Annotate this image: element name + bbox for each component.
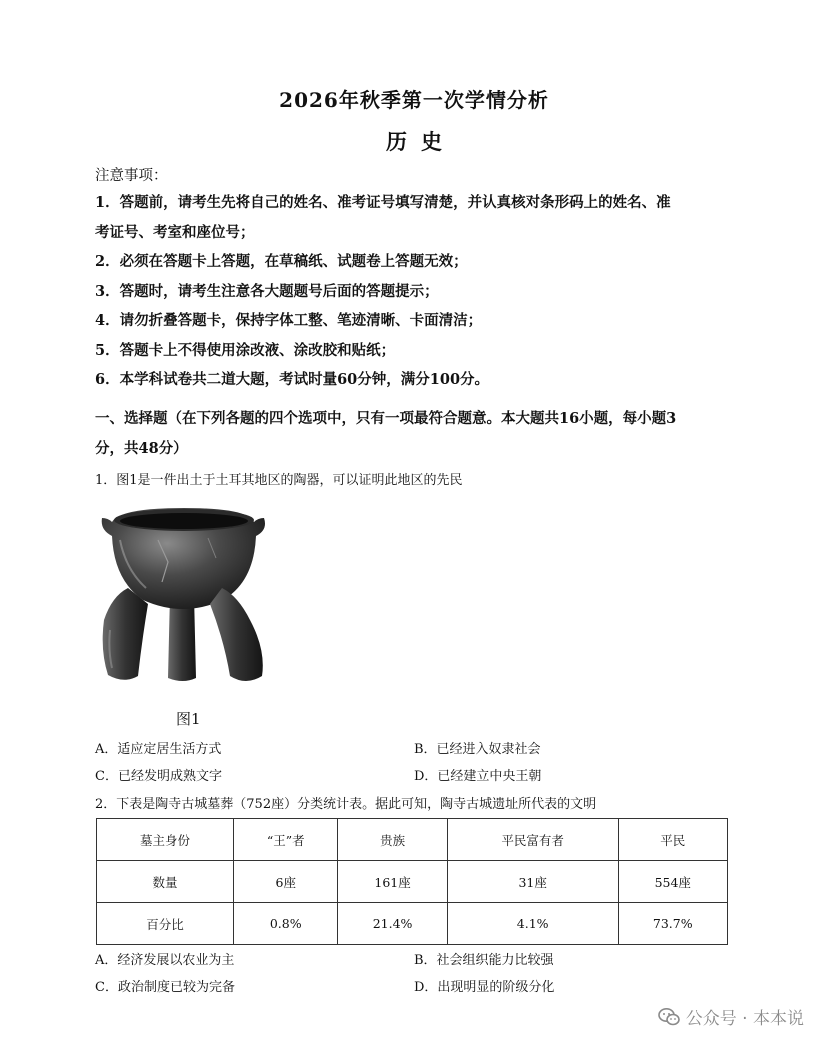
watermark-text: 公众号 · 本本说 [685, 1009, 804, 1029]
pottery-tripod-image [98, 500, 268, 690]
q2-option-b[interactable]: B．社会组织能力比较强 [414, 953, 554, 968]
table-header-cell: 贵族 [338, 819, 447, 861]
notice-item: 3．答题时，请考生注意各大题题号后面的答题提示； [95, 282, 439, 300]
table-cell: 数量 [97, 861, 234, 903]
q1-option-a[interactable]: A．适应定居生活方式 [95, 742, 222, 757]
table-cell: 73.7% [618, 903, 727, 945]
q2-option-c[interactable]: C．政治制度已较为完备 [95, 980, 235, 995]
table-cell: 0.8% [234, 903, 338, 945]
question-1-stem: 1．图1是一件出土于土耳其地区的陶器，可以证明此地区的先民 [95, 473, 463, 488]
notice-item: 2．必须在答题卡上答题，在草稿纸、试题卷上答题无效； [95, 253, 468, 270]
section-heading-line: 分，共48分） [95, 440, 188, 457]
exam-subject: 历史 [386, 129, 456, 154]
notice-item: 1．答题前，请考生先将自己的姓名、准考证号填写清楚，并认真核对条形码上的姓名、准 [95, 194, 671, 211]
table-cell: 31座 [447, 861, 618, 903]
table-cell: 161座 [338, 861, 447, 903]
table-header-row [97, 819, 728, 861]
q1-option-b[interactable]: B．已经进入奴隶社会 [414, 742, 541, 757]
table-header-cell: “王”者 [234, 819, 338, 861]
section-heading-line: 一、选择题（在下列各题的四个选项中，只有一项最符合题意。本大题共16小题，每小题3 [95, 410, 677, 427]
table-row [97, 861, 728, 903]
table-cell: 21.4% [338, 903, 447, 945]
question-2-stem: 2．下表是陶寺古城墓葬（752座）分类统计表。据此可知，陶寺古城遗址所代表的文明 [95, 797, 597, 812]
table-cell: 百分比 [97, 903, 234, 945]
q2-option-a[interactable]: A．经济发展以农业为主 [95, 953, 235, 968]
table-header-cell: 平民富有者 [447, 819, 618, 861]
table-header-cell: 平民 [618, 819, 727, 861]
exam-title: 2026年秋季第一次学情分析 [279, 88, 549, 112]
section-heading [95, 404, 745, 464]
figure-caption: 图1 [176, 710, 201, 728]
notice-heading: 注意事项： [95, 168, 168, 184]
wechat-icon [658, 1007, 680, 1027]
q2-option-d[interactable]: D．出现明显的阶级分化 [414, 980, 555, 995]
watermark [658, 1004, 804, 1029]
q1-option-c[interactable]: C．已经发明成熟文字 [95, 769, 222, 784]
notice-list [95, 188, 745, 395]
table-row [97, 903, 728, 945]
notice-item: 4．请勿折叠答题卡，保持字体工整、笔迹清晰、卡面清洁； [95, 312, 483, 329]
notice-item: 6．本学科试卷共二道大题，考试时量60分钟，满分100分。 [95, 371, 490, 388]
tomb-statistics-table [96, 818, 728, 945]
table-cell: 4.1% [447, 903, 618, 945]
table-cell: 554座 [618, 861, 727, 903]
table-cell: 6座 [234, 861, 338, 903]
q1-option-d[interactable]: D．已经建立中央王朝 [414, 769, 542, 784]
notice-item: 考证号、考室和座位号； [95, 223, 255, 241]
table-header-cell: 墓主身份 [97, 819, 234, 861]
notice-item: 5．答题卡上不得使用涂改液、涂改胶和贴纸； [95, 341, 396, 359]
